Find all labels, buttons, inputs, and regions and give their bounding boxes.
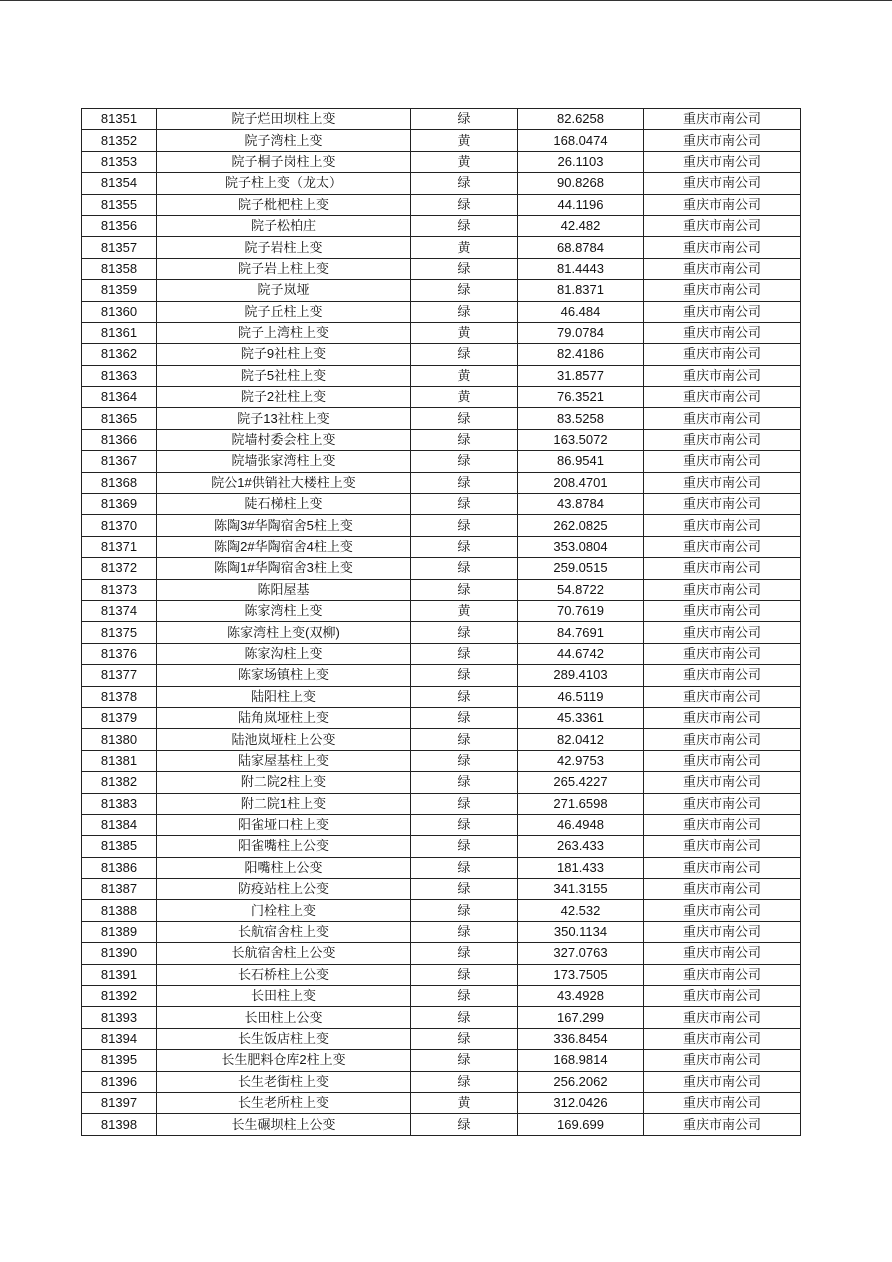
row-id-cell: 81355 bbox=[82, 194, 157, 215]
value-cell: 84.7691 bbox=[518, 622, 644, 643]
status-color-cell: 黄 bbox=[411, 387, 518, 408]
value-cell: 336.8454 bbox=[518, 1028, 644, 1049]
row-id-cell: 81393 bbox=[82, 1007, 157, 1028]
table-row bbox=[82, 857, 801, 878]
transformer-name-cell: 陈陶1#华陶宿舍3柱上变 bbox=[157, 558, 411, 579]
table-row bbox=[82, 921, 801, 942]
value-cell: 82.6258 bbox=[518, 109, 644, 130]
status-color-cell: 绿 bbox=[411, 1050, 518, 1071]
value-cell: 167.299 bbox=[518, 1007, 644, 1028]
table-row bbox=[82, 750, 801, 771]
company-cell: 重庆市南公司 bbox=[644, 900, 801, 921]
row-id-cell: 81397 bbox=[82, 1092, 157, 1113]
company-cell: 重庆市南公司 bbox=[644, 215, 801, 236]
company-cell: 重庆市南公司 bbox=[644, 943, 801, 964]
table-row bbox=[82, 280, 801, 301]
table-row bbox=[82, 772, 801, 793]
table-row bbox=[82, 194, 801, 215]
status-color-cell: 绿 bbox=[411, 686, 518, 707]
status-color-cell: 绿 bbox=[411, 215, 518, 236]
table-row bbox=[82, 1071, 801, 1092]
row-id-cell: 81383 bbox=[82, 793, 157, 814]
row-id-cell: 81391 bbox=[82, 964, 157, 985]
value-cell: 46.5119 bbox=[518, 686, 644, 707]
table-row bbox=[82, 943, 801, 964]
company-cell: 重庆市南公司 bbox=[644, 451, 801, 472]
transformer-name-cell: 陈阳屋基 bbox=[157, 579, 411, 600]
value-cell: 90.8268 bbox=[518, 173, 644, 194]
status-color-cell: 绿 bbox=[411, 194, 518, 215]
company-cell: 重庆市南公司 bbox=[644, 729, 801, 750]
status-color-cell: 绿 bbox=[411, 793, 518, 814]
status-color-cell: 绿 bbox=[411, 579, 518, 600]
table-row bbox=[82, 707, 801, 728]
row-id-cell: 81396 bbox=[82, 1071, 157, 1092]
row-id-cell: 81351 bbox=[82, 109, 157, 130]
status-color-cell: 绿 bbox=[411, 814, 518, 835]
value-cell: 168.0474 bbox=[518, 130, 644, 151]
status-color-cell: 绿 bbox=[411, 109, 518, 130]
table-row bbox=[82, 1007, 801, 1028]
transformer-name-cell: 防疫站柱上公变 bbox=[157, 879, 411, 900]
table-row bbox=[82, 643, 801, 664]
row-id-cell: 81363 bbox=[82, 365, 157, 386]
status-color-cell: 绿 bbox=[411, 643, 518, 664]
value-cell: 181.433 bbox=[518, 857, 644, 878]
transformer-name-cell: 院墙村委会柱上变 bbox=[157, 429, 411, 450]
row-id-cell: 81379 bbox=[82, 707, 157, 728]
transformer-name-cell: 长生饭店柱上变 bbox=[157, 1028, 411, 1049]
status-color-cell: 绿 bbox=[411, 515, 518, 536]
transformer-name-cell: 院子烂田坝柱上变 bbox=[157, 109, 411, 130]
row-id-cell: 81375 bbox=[82, 622, 157, 643]
company-cell: 重庆市南公司 bbox=[644, 772, 801, 793]
value-cell: 168.9814 bbox=[518, 1050, 644, 1071]
status-color-cell: 绿 bbox=[411, 900, 518, 921]
status-color-cell: 绿 bbox=[411, 1071, 518, 1092]
transformer-name-cell: 陈家场镇柱上变 bbox=[157, 665, 411, 686]
status-color-cell: 绿 bbox=[411, 750, 518, 771]
status-color-cell: 黄 bbox=[411, 130, 518, 151]
value-cell: 44.6742 bbox=[518, 643, 644, 664]
status-color-cell: 绿 bbox=[411, 729, 518, 750]
company-cell: 重庆市南公司 bbox=[644, 1007, 801, 1028]
row-id-cell: 81353 bbox=[82, 151, 157, 172]
table-row bbox=[82, 515, 801, 536]
status-color-cell: 绿 bbox=[411, 1114, 518, 1135]
status-color-cell: 绿 bbox=[411, 836, 518, 857]
transformer-name-cell: 院子丘柱上变 bbox=[157, 301, 411, 322]
status-color-cell: 绿 bbox=[411, 857, 518, 878]
transformer-name-cell: 长石桥柱上公变 bbox=[157, 964, 411, 985]
status-color-cell: 绿 bbox=[411, 1007, 518, 1028]
row-id-cell: 81358 bbox=[82, 258, 157, 279]
transformer-name-cell: 长田柱上变 bbox=[157, 986, 411, 1007]
transformer-name-cell: 院子柱上变（龙太） bbox=[157, 173, 411, 194]
status-color-cell: 绿 bbox=[411, 344, 518, 365]
table-row bbox=[82, 130, 801, 151]
transformer-name-cell: 院子2社柱上变 bbox=[157, 387, 411, 408]
table-row bbox=[82, 686, 801, 707]
company-cell: 重庆市南公司 bbox=[644, 558, 801, 579]
company-cell: 重庆市南公司 bbox=[644, 600, 801, 621]
value-cell: 327.0763 bbox=[518, 943, 644, 964]
table-row bbox=[82, 1050, 801, 1071]
transformer-name-cell: 长航宿舍柱上公变 bbox=[157, 943, 411, 964]
status-color-cell: 绿 bbox=[411, 429, 518, 450]
value-cell: 44.1196 bbox=[518, 194, 644, 215]
company-cell: 重庆市南公司 bbox=[644, 643, 801, 664]
status-color-cell: 绿 bbox=[411, 494, 518, 515]
value-cell: 163.5072 bbox=[518, 429, 644, 450]
company-cell: 重庆市南公司 bbox=[644, 1028, 801, 1049]
row-id-cell: 81371 bbox=[82, 536, 157, 557]
row-id-cell: 81387 bbox=[82, 879, 157, 900]
row-id-cell: 81374 bbox=[82, 600, 157, 621]
transformer-name-cell: 长田柱上公变 bbox=[157, 1007, 411, 1028]
table-row bbox=[82, 429, 801, 450]
company-cell: 重庆市南公司 bbox=[644, 429, 801, 450]
row-id-cell: 81362 bbox=[82, 344, 157, 365]
value-cell: 312.0426 bbox=[518, 1092, 644, 1113]
table-row bbox=[82, 729, 801, 750]
transformer-name-cell: 院子桐子岗柱上变 bbox=[157, 151, 411, 172]
table-row bbox=[82, 579, 801, 600]
status-color-cell: 绿 bbox=[411, 943, 518, 964]
value-cell: 46.484 bbox=[518, 301, 644, 322]
transformer-name-cell: 院墙张家湾柱上变 bbox=[157, 451, 411, 472]
value-cell: 68.8784 bbox=[518, 237, 644, 258]
value-cell: 81.8371 bbox=[518, 280, 644, 301]
transformer-name-cell: 陈陶3#华陶宿舍5柱上变 bbox=[157, 515, 411, 536]
value-cell: 42.532 bbox=[518, 900, 644, 921]
table-body bbox=[82, 109, 801, 1136]
company-cell: 重庆市南公司 bbox=[644, 964, 801, 985]
transformer-name-cell: 长航宿舍柱上变 bbox=[157, 921, 411, 942]
status-color-cell: 黄 bbox=[411, 151, 518, 172]
transformer-name-cell: 院子枇杷柱上变 bbox=[157, 194, 411, 215]
value-cell: 46.4948 bbox=[518, 814, 644, 835]
transformer-name-cell: 阳嘴柱上公变 bbox=[157, 857, 411, 878]
value-cell: 353.0804 bbox=[518, 536, 644, 557]
table-row bbox=[82, 536, 801, 557]
row-id-cell: 81389 bbox=[82, 921, 157, 942]
table-row bbox=[82, 215, 801, 236]
row-id-cell: 81392 bbox=[82, 986, 157, 1007]
transformer-name-cell: 院子5社柱上变 bbox=[157, 365, 411, 386]
table-row bbox=[82, 365, 801, 386]
company-cell: 重庆市南公司 bbox=[644, 1114, 801, 1135]
company-cell: 重庆市南公司 bbox=[644, 280, 801, 301]
row-id-cell: 81378 bbox=[82, 686, 157, 707]
transformer-name-cell: 阳雀垭口柱上变 bbox=[157, 814, 411, 835]
table-row bbox=[82, 622, 801, 643]
transformer-name-cell: 附二院2柱上变 bbox=[157, 772, 411, 793]
company-cell: 重庆市南公司 bbox=[644, 579, 801, 600]
transformer-name-cell: 长生碾坝柱上公变 bbox=[157, 1114, 411, 1135]
row-id-cell: 81357 bbox=[82, 237, 157, 258]
status-color-cell: 绿 bbox=[411, 964, 518, 985]
value-cell: 208.4701 bbox=[518, 472, 644, 493]
status-color-cell: 绿 bbox=[411, 558, 518, 579]
company-cell: 重庆市南公司 bbox=[644, 536, 801, 557]
status-color-cell: 绿 bbox=[411, 707, 518, 728]
status-color-cell: 绿 bbox=[411, 772, 518, 793]
value-cell: 79.0784 bbox=[518, 322, 644, 343]
status-color-cell: 黄 bbox=[411, 1092, 518, 1113]
company-cell: 重庆市南公司 bbox=[644, 986, 801, 1007]
transformer-name-cell: 陆角岚垭柱上变 bbox=[157, 707, 411, 728]
company-cell: 重庆市南公司 bbox=[644, 301, 801, 322]
value-cell: 81.4443 bbox=[518, 258, 644, 279]
transformer-table bbox=[81, 108, 801, 1136]
company-cell: 重庆市南公司 bbox=[644, 194, 801, 215]
row-id-cell: 81388 bbox=[82, 900, 157, 921]
value-cell: 263.433 bbox=[518, 836, 644, 857]
transformer-name-cell: 长生老所柱上变 bbox=[157, 1092, 411, 1113]
company-cell: 重庆市南公司 bbox=[644, 793, 801, 814]
value-cell: 26.1103 bbox=[518, 151, 644, 172]
table-row bbox=[82, 451, 801, 472]
table-row bbox=[82, 151, 801, 172]
transformer-name-cell: 陆阳柱上变 bbox=[157, 686, 411, 707]
value-cell: 76.3521 bbox=[518, 387, 644, 408]
table-row bbox=[82, 472, 801, 493]
company-cell: 重庆市南公司 bbox=[644, 258, 801, 279]
value-cell: 265.4227 bbox=[518, 772, 644, 793]
transformer-name-cell: 院子13社柱上变 bbox=[157, 408, 411, 429]
transformer-name-cell: 陆家屋基柱上变 bbox=[157, 750, 411, 771]
table-row bbox=[82, 900, 801, 921]
row-id-cell: 81381 bbox=[82, 750, 157, 771]
status-color-cell: 绿 bbox=[411, 879, 518, 900]
value-cell: 42.482 bbox=[518, 215, 644, 236]
table-row bbox=[82, 301, 801, 322]
value-cell: 42.9753 bbox=[518, 750, 644, 771]
transformer-name-cell: 陈家湾柱上变 bbox=[157, 600, 411, 621]
company-cell: 重庆市南公司 bbox=[644, 173, 801, 194]
row-id-cell: 81370 bbox=[82, 515, 157, 536]
row-id-cell: 81367 bbox=[82, 451, 157, 472]
company-cell: 重庆市南公司 bbox=[644, 408, 801, 429]
company-cell: 重庆市南公司 bbox=[644, 836, 801, 857]
row-id-cell: 81368 bbox=[82, 472, 157, 493]
value-cell: 82.0412 bbox=[518, 729, 644, 750]
status-color-cell: 绿 bbox=[411, 921, 518, 942]
row-id-cell: 81365 bbox=[82, 408, 157, 429]
row-id-cell: 81382 bbox=[82, 772, 157, 793]
status-color-cell: 黄 bbox=[411, 322, 518, 343]
transformer-name-cell: 院子岩上柱上变 bbox=[157, 258, 411, 279]
status-color-cell: 绿 bbox=[411, 451, 518, 472]
transformer-name-cell: 门栓柱上变 bbox=[157, 900, 411, 921]
row-id-cell: 81356 bbox=[82, 215, 157, 236]
status-color-cell: 黄 bbox=[411, 600, 518, 621]
status-color-cell: 绿 bbox=[411, 301, 518, 322]
transformer-name-cell: 陈陶2#华陶宿舍4柱上变 bbox=[157, 536, 411, 557]
row-id-cell: 81352 bbox=[82, 130, 157, 151]
company-cell: 重庆市南公司 bbox=[644, 750, 801, 771]
company-cell: 重庆市南公司 bbox=[644, 665, 801, 686]
table-row bbox=[82, 387, 801, 408]
table-row bbox=[82, 558, 801, 579]
table-row bbox=[82, 494, 801, 515]
value-cell: 45.3361 bbox=[518, 707, 644, 728]
status-color-cell: 绿 bbox=[411, 408, 518, 429]
transformer-name-cell: 院子岚垭 bbox=[157, 280, 411, 301]
row-id-cell: 81361 bbox=[82, 322, 157, 343]
transformer-name-cell: 陈家沟柱上变 bbox=[157, 643, 411, 664]
row-id-cell: 81376 bbox=[82, 643, 157, 664]
row-id-cell: 81390 bbox=[82, 943, 157, 964]
row-id-cell: 81360 bbox=[82, 301, 157, 322]
value-cell: 173.7505 bbox=[518, 964, 644, 985]
company-cell: 重庆市南公司 bbox=[644, 344, 801, 365]
value-cell: 169.699 bbox=[518, 1114, 644, 1135]
table-row bbox=[82, 1114, 801, 1135]
company-cell: 重庆市南公司 bbox=[644, 1092, 801, 1113]
value-cell: 43.4928 bbox=[518, 986, 644, 1007]
transformer-name-cell: 阳雀嘴柱上公变 bbox=[157, 836, 411, 857]
table-row bbox=[82, 836, 801, 857]
status-color-cell: 黄 bbox=[411, 237, 518, 258]
company-cell: 重庆市南公司 bbox=[644, 814, 801, 835]
value-cell: 82.4186 bbox=[518, 344, 644, 365]
table-row bbox=[82, 964, 801, 985]
table-row bbox=[82, 109, 801, 130]
row-id-cell: 81369 bbox=[82, 494, 157, 515]
page-top-border bbox=[0, 0, 892, 1]
transformer-name-cell: 院子岩柱上变 bbox=[157, 237, 411, 258]
table-row bbox=[82, 665, 801, 686]
value-cell: 256.2062 bbox=[518, 1071, 644, 1092]
row-id-cell: 81386 bbox=[82, 857, 157, 878]
table-row bbox=[82, 322, 801, 343]
row-id-cell: 81394 bbox=[82, 1028, 157, 1049]
row-id-cell: 81377 bbox=[82, 665, 157, 686]
row-id-cell: 81364 bbox=[82, 387, 157, 408]
status-color-cell: 绿 bbox=[411, 622, 518, 643]
value-cell: 350.1134 bbox=[518, 921, 644, 942]
row-id-cell: 81354 bbox=[82, 173, 157, 194]
status-color-cell: 绿 bbox=[411, 986, 518, 1007]
row-id-cell: 81384 bbox=[82, 814, 157, 835]
transformer-name-cell: 院子上湾柱上变 bbox=[157, 322, 411, 343]
table-row bbox=[82, 1092, 801, 1113]
company-cell: 重庆市南公司 bbox=[644, 622, 801, 643]
row-id-cell: 81372 bbox=[82, 558, 157, 579]
value-cell: 70.7619 bbox=[518, 600, 644, 621]
company-cell: 重庆市南公司 bbox=[644, 1050, 801, 1071]
company-cell: 重庆市南公司 bbox=[644, 921, 801, 942]
transformer-name-cell: 院子松柏庄 bbox=[157, 215, 411, 236]
company-cell: 重庆市南公司 bbox=[644, 879, 801, 900]
company-cell: 重庆市南公司 bbox=[644, 494, 801, 515]
status-color-cell: 绿 bbox=[411, 258, 518, 279]
row-id-cell: 81395 bbox=[82, 1050, 157, 1071]
transformer-name-cell: 附二院1柱上变 bbox=[157, 793, 411, 814]
value-cell: 83.5258 bbox=[518, 408, 644, 429]
value-cell: 259.0515 bbox=[518, 558, 644, 579]
value-cell: 271.6598 bbox=[518, 793, 644, 814]
transformer-name-cell: 院子湾柱上变 bbox=[157, 130, 411, 151]
company-cell: 重庆市南公司 bbox=[644, 130, 801, 151]
company-cell: 重庆市南公司 bbox=[644, 151, 801, 172]
status-color-cell: 绿 bbox=[411, 665, 518, 686]
value-cell: 31.8577 bbox=[518, 365, 644, 386]
status-color-cell: 绿 bbox=[411, 280, 518, 301]
table-row bbox=[82, 237, 801, 258]
transformer-name-cell: 长生老街柱上变 bbox=[157, 1071, 411, 1092]
company-cell: 重庆市南公司 bbox=[644, 322, 801, 343]
value-cell: 341.3155 bbox=[518, 879, 644, 900]
status-color-cell: 绿 bbox=[411, 536, 518, 557]
table-row bbox=[82, 1028, 801, 1049]
value-cell: 86.9541 bbox=[518, 451, 644, 472]
company-cell: 重庆市南公司 bbox=[644, 472, 801, 493]
transformer-name-cell: 陈家湾柱上变(双柳) bbox=[157, 622, 411, 643]
transformer-name-cell: 院公1#供销社大楼柱上变 bbox=[157, 472, 411, 493]
status-color-cell: 绿 bbox=[411, 1028, 518, 1049]
value-cell: 289.4103 bbox=[518, 665, 644, 686]
company-cell: 重庆市南公司 bbox=[644, 707, 801, 728]
transformer-name-cell: 陆池岚垭柱上公变 bbox=[157, 729, 411, 750]
value-cell: 43.8784 bbox=[518, 494, 644, 515]
status-color-cell: 黄 bbox=[411, 365, 518, 386]
table-row bbox=[82, 814, 801, 835]
table-row bbox=[82, 793, 801, 814]
table-row bbox=[82, 879, 801, 900]
company-cell: 重庆市南公司 bbox=[644, 237, 801, 258]
company-cell: 重庆市南公司 bbox=[644, 387, 801, 408]
row-id-cell: 81385 bbox=[82, 836, 157, 857]
company-cell: 重庆市南公司 bbox=[644, 109, 801, 130]
company-cell: 重庆市南公司 bbox=[644, 686, 801, 707]
table-row bbox=[82, 258, 801, 279]
status-color-cell: 绿 bbox=[411, 472, 518, 493]
transformer-name-cell: 长生肥料仓库2柱上变 bbox=[157, 1050, 411, 1071]
value-cell: 262.0825 bbox=[518, 515, 644, 536]
table-row bbox=[82, 986, 801, 1007]
table-row bbox=[82, 408, 801, 429]
row-id-cell: 81359 bbox=[82, 280, 157, 301]
row-id-cell: 81380 bbox=[82, 729, 157, 750]
transformer-name-cell: 陡石梯柱上变 bbox=[157, 494, 411, 515]
company-cell: 重庆市南公司 bbox=[644, 365, 801, 386]
row-id-cell: 81373 bbox=[82, 579, 157, 600]
company-cell: 重庆市南公司 bbox=[644, 515, 801, 536]
status-color-cell: 绿 bbox=[411, 173, 518, 194]
row-id-cell: 81366 bbox=[82, 429, 157, 450]
company-cell: 重庆市南公司 bbox=[644, 857, 801, 878]
table-row bbox=[82, 173, 801, 194]
transformer-name-cell: 院子9社柱上变 bbox=[157, 344, 411, 365]
value-cell: 54.8722 bbox=[518, 579, 644, 600]
table-row bbox=[82, 600, 801, 621]
company-cell: 重庆市南公司 bbox=[644, 1071, 801, 1092]
table-row bbox=[82, 344, 801, 365]
row-id-cell: 81398 bbox=[82, 1114, 157, 1135]
